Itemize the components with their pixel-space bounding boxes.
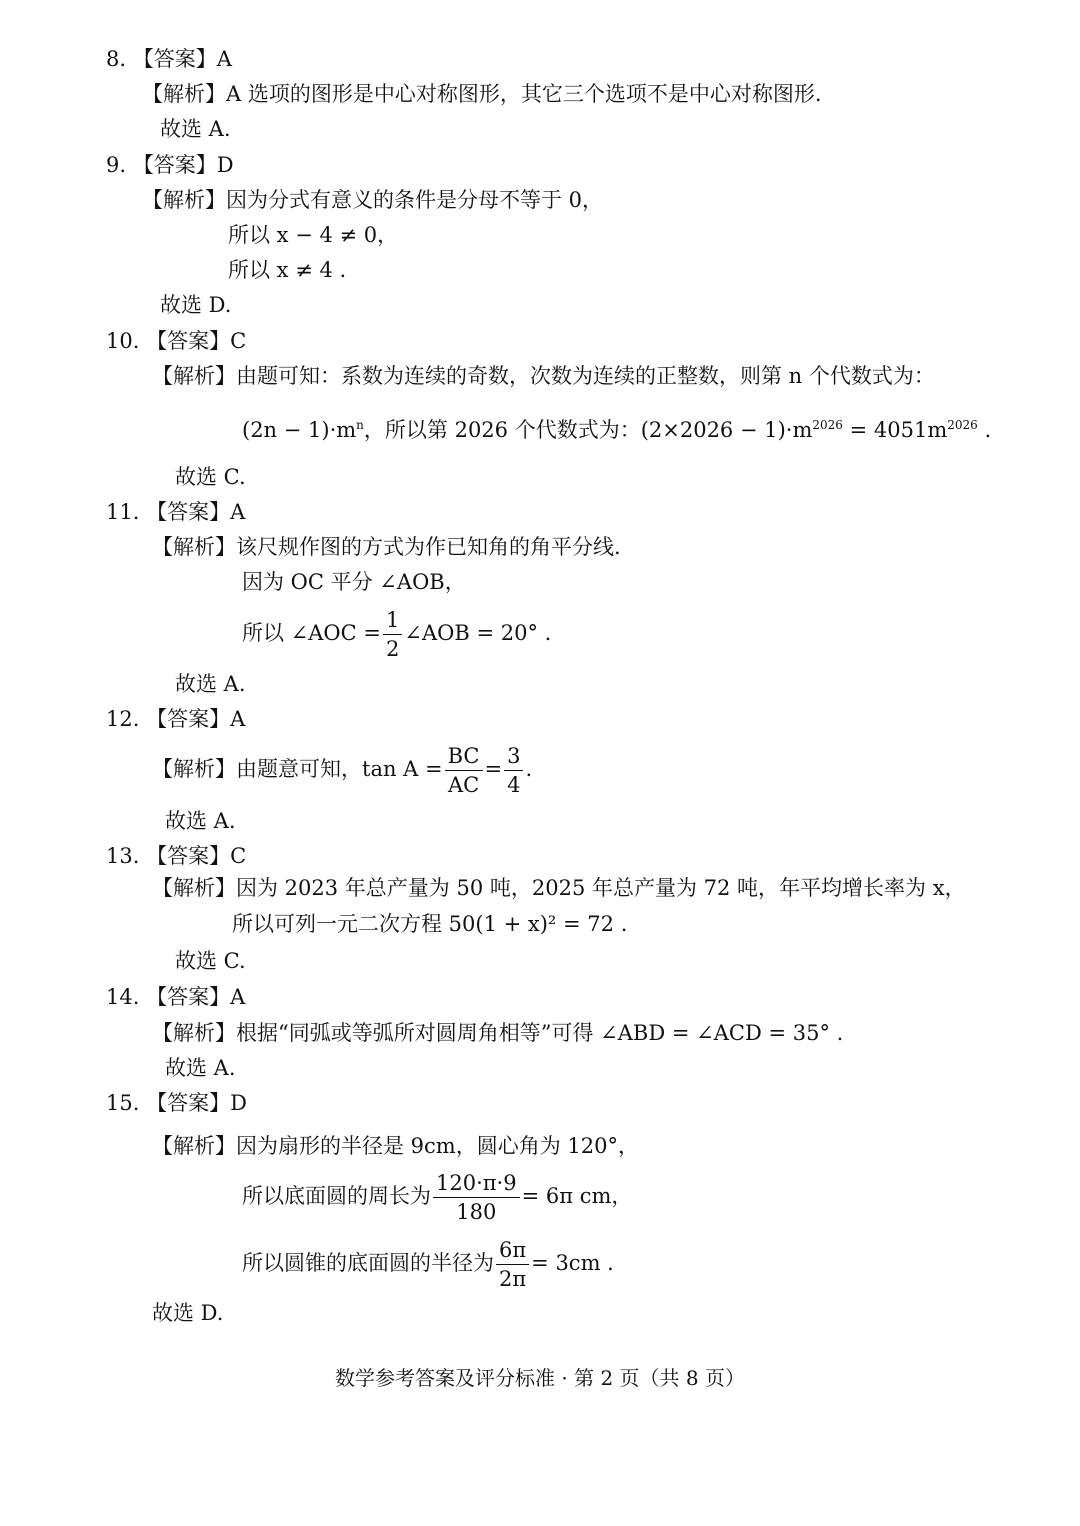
q12-fraction-2-denominator: 4 bbox=[507, 773, 521, 797]
q15-step-1 bbox=[242, 1167, 632, 1226]
q11-fraction-denominator: 2 bbox=[386, 637, 400, 661]
q14-number: 14. bbox=[106, 985, 140, 1009]
q15-fraction-1 bbox=[433, 1169, 520, 1226]
q13-answer-line bbox=[106, 841, 246, 871]
q15-fraction-2-denominator: 2π bbox=[499, 1267, 527, 1291]
q15-step-2 bbox=[242, 1234, 614, 1293]
q12-fraction-2 bbox=[504, 742, 523, 799]
q13-answer: 【答案】C bbox=[146, 844, 247, 868]
q15-explanation: 【解析】因为扇形的半径是 9cm，圆心角为 120°， bbox=[152, 1134, 639, 1158]
q15-step-2-pre: 所以圆锥的底面圆的半径为 bbox=[242, 1251, 494, 1275]
q15-number: 15. bbox=[106, 1091, 140, 1115]
q15-fraction-1-numerator: 120·π·9 bbox=[433, 1169, 520, 1198]
q10-formula-general-exp: n bbox=[356, 418, 364, 432]
q8-explanation: 【解析】A 选项的图形是中心对称图形，其它三个选项不是中心对称图形. bbox=[142, 82, 822, 106]
q9-choose: 故选 D. bbox=[160, 293, 232, 317]
q10-formula-eq: = 4051m bbox=[842, 418, 948, 442]
q15-answer: 【答案】D bbox=[146, 1091, 247, 1115]
q8-number: 8. bbox=[106, 47, 127, 71]
q10-formula-exp-1: 2026 bbox=[812, 418, 843, 432]
q13-choose: 故选 C. bbox=[175, 949, 246, 973]
q9-answer-line bbox=[106, 150, 234, 180]
q9-number: 9. bbox=[106, 153, 127, 177]
q9-explanation: 【解析】因为分式有意义的条件是分母不等于 0， bbox=[142, 188, 604, 212]
q15-fraction-1-denominator: 180 bbox=[456, 1200, 497, 1224]
q15-answer-line bbox=[106, 1088, 247, 1118]
q10-formula-exp-2: 2026 bbox=[947, 418, 978, 432]
q10-choose: 故选 C. bbox=[175, 465, 246, 489]
q12-explanation-pre: 【解析】由题意可知，tan A = bbox=[152, 757, 443, 781]
q15-choose: 故选 D. bbox=[152, 1301, 224, 1325]
page-footer: 数学参考答案及评分标准 · 第 2 页（共 8 页） bbox=[335, 1366, 745, 1390]
q14-explanation: 【解析】根据“同弧或等弧所对圆周角相等”可得 ∠ABD = ∠ACD = 35° . bbox=[152, 1021, 844, 1045]
q10-formula-mid: ，所以第 2026 个代数式为：(2×2026 − 1)·m bbox=[363, 418, 813, 442]
q12-end: . bbox=[525, 757, 533, 781]
q8-choose: 故选 A. bbox=[160, 117, 231, 141]
q12-answer: 【答案】A bbox=[146, 707, 246, 731]
q13-step-1: 所以可列一元二次方程 50(1 + x)² = 72 . bbox=[232, 912, 628, 936]
q12-choose: 故选 A. bbox=[165, 809, 236, 833]
q15-step-1-post: = 6π cm， bbox=[521, 1184, 633, 1208]
q10-formula-end: . bbox=[977, 418, 992, 442]
q11-answer: 【答案】A bbox=[146, 500, 246, 524]
q10-answer: 【答案】C bbox=[146, 329, 247, 353]
q12-fraction-2-numerator: 3 bbox=[504, 742, 523, 771]
q15-step-2-post: = 3cm . bbox=[531, 1251, 614, 1275]
q9-step-2: 所以 x ≠ 4 . bbox=[228, 258, 347, 282]
q15-step-1-pre: 所以底面圆的周长为 bbox=[242, 1184, 431, 1208]
q14-answer-line bbox=[106, 982, 245, 1012]
q12-fraction-1-denominator: AC bbox=[447, 773, 480, 797]
q11-fraction-numerator: 1 bbox=[383, 606, 402, 635]
q10-formula-general: (2n − 1)·m bbox=[242, 418, 357, 442]
q12-answer-line bbox=[106, 704, 245, 734]
q13-number: 13. bbox=[106, 844, 140, 868]
q11-step-2 bbox=[242, 604, 551, 663]
q9-step-1: 所以 x − 4 ≠ 0， bbox=[228, 223, 399, 247]
q11-number: 11. bbox=[106, 500, 140, 524]
q9-answer: 【答案】D bbox=[132, 153, 234, 177]
q15-fraction-2 bbox=[496, 1236, 529, 1293]
q12-explanation bbox=[152, 740, 532, 799]
q11-explanation: 【解析】该尺规作图的方式为作已知角的角平分线. bbox=[152, 535, 621, 559]
q12-number: 12. bbox=[106, 707, 140, 731]
q8-answer-line bbox=[106, 44, 232, 74]
q13-explanation: 【解析】因为 2023 年总产量为 50 吨，2025 年总产量为 72 吨，年平均增长率为 x， bbox=[152, 876, 966, 900]
q11-step-2-pre: 所以 ∠AOC = bbox=[242, 621, 381, 645]
q11-step-1: 因为 OC 平分 ∠AOB， bbox=[242, 570, 466, 594]
q12-fraction-1-numerator: BC bbox=[445, 742, 483, 771]
q14-answer: 【答案】A bbox=[146, 985, 246, 1009]
q10-explanation: 【解析】由题可知：系数为连续的奇数，次数为连续的正整数，则第 n 个代数式为： bbox=[152, 364, 935, 388]
q10-number: 10. bbox=[106, 329, 140, 353]
q11-choose: 故选 A. bbox=[175, 672, 246, 696]
q12-equals: = bbox=[484, 757, 503, 781]
q10-answer-line bbox=[106, 326, 246, 356]
q14-choose: 故选 A. bbox=[165, 1056, 236, 1080]
q12-fraction-1 bbox=[445, 742, 483, 799]
q8-answer: 【答案】A bbox=[132, 47, 232, 71]
q11-step-2-post: ∠AOB = 20° . bbox=[404, 621, 552, 645]
q10-formula bbox=[242, 410, 991, 445]
q15-fraction-2-numerator: 6π bbox=[496, 1236, 529, 1265]
q11-answer-line bbox=[106, 497, 245, 527]
q11-fraction bbox=[383, 606, 402, 663]
